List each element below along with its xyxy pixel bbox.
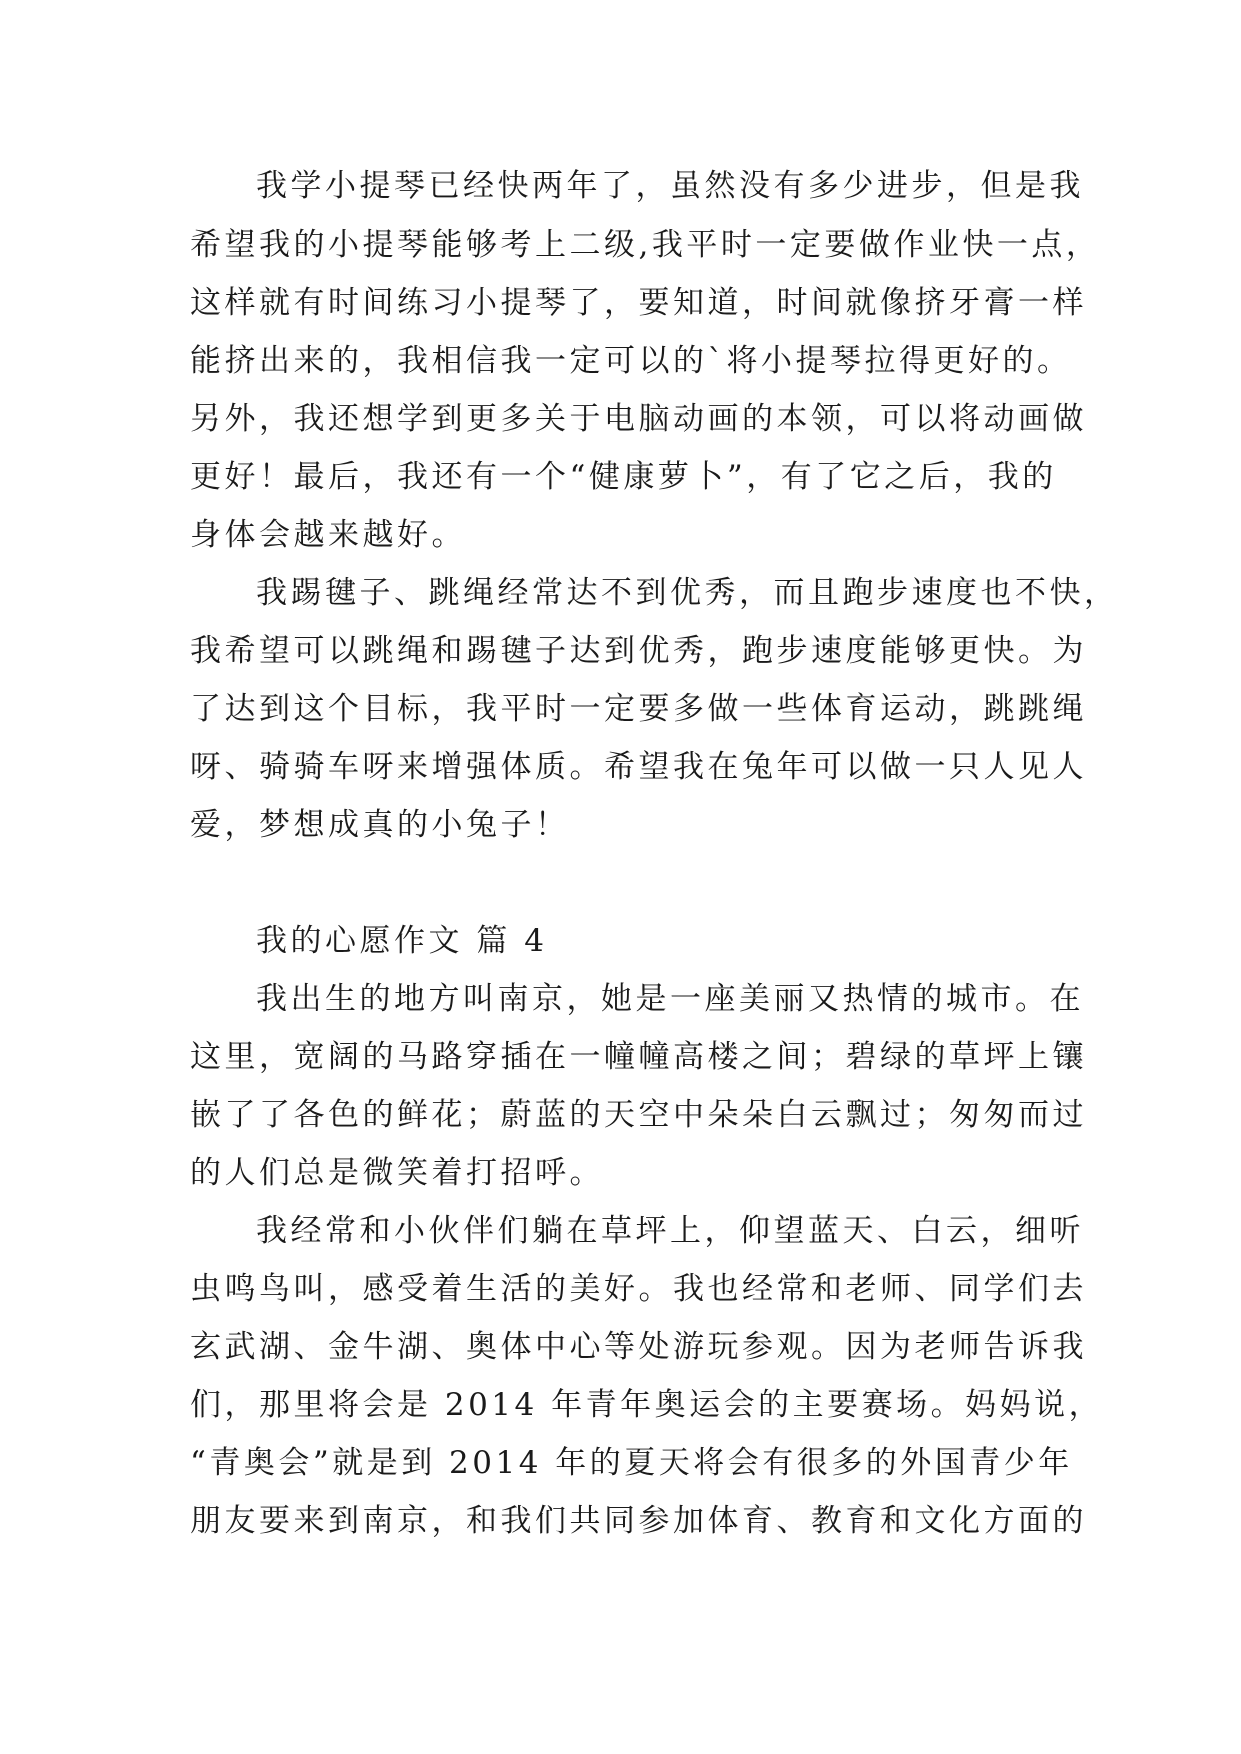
paragraph-line: 能挤出来的，我相信我一定可以的`将小提琴拉得更好的。 <box>190 343 1072 379</box>
paragraph-line: 爱，梦想成真的小兔子！ <box>190 807 570 843</box>
paragraph-line: 我学小提琴已经快两年了，虽然没有多少进步，但是我 <box>256 168 1084 204</box>
paragraph-line: 这样就有时间练习小提琴了，要知道，时间就像挤牙膏一样 <box>190 285 1087 321</box>
paragraph-line: 这里，宽阔的马路穿插在一幢幢高楼之间；碧绿的草坪上镶 <box>190 1039 1087 1075</box>
paragraph-line: 呀、骑骑车呀来增强体质。希望我在兔年可以做一只人见人 <box>190 749 1087 785</box>
paragraph-line: 的人们总是微笑着打招呼。 <box>190 1155 604 1191</box>
paragraph-line: 更好！最后，我还有一个“健康萝卜”，有了它之后，我的 <box>190 459 1057 495</box>
paragraph-line: 嵌了了各色的鲜花；蔚蓝的天空中朵朵白云飘过；匆匆而过 <box>190 1097 1087 1133</box>
paragraph-line: 朋友要来到南京，和我们共同参加体育、教育和文化方面的 <box>190 1503 1087 1539</box>
paragraph-line: 们，那里将会是 2014 年青年奥运会的主要赛场。妈妈说， <box>190 1387 1104 1423</box>
paragraph-line: 我踢毽子、跳绳经常达不到优秀，而且跑步速度也不快， <box>256 575 1119 611</box>
paragraph-line: 我出生的地方叫南京，她是一座美丽又热情的城市。在 <box>256 981 1084 1017</box>
section-heading: 我的心愿作文 篇 4 <box>256 923 548 959</box>
paragraph-line: 希望我的小提琴能够考上二级,我平时一定要做作业快一点， <box>190 227 1101 263</box>
paragraph-line: 身体会越来越好。 <box>190 517 466 553</box>
paragraph-line: 了达到这个目标，我平时一定要多做一些体育运动，跳跳绳 <box>190 691 1087 727</box>
paragraph-line: “青奥会”就是到 2014 年的夏天将会有很多的外国青少年 <box>190 1445 1073 1481</box>
paragraph-line: 另外，我还想学到更多关于电脑动画的本领，可以将动画做 <box>190 401 1087 437</box>
paragraph-line: 我希望可以跳绳和踢毽子达到优秀，跑步速度能够更快。为 <box>190 633 1087 669</box>
paragraph-line: 玄武湖、金牛湖、奥体中心等处游玩参观。因为老师告诉我 <box>190 1329 1087 1365</box>
paragraph-line: 我经常和小伙伴们躺在草坪上，仰望蓝天、白云，细听 <box>256 1213 1084 1249</box>
paragraph-line: 虫鸣鸟叫，感受着生活的美好。我也经常和老师、同学们去 <box>190 1271 1087 1307</box>
